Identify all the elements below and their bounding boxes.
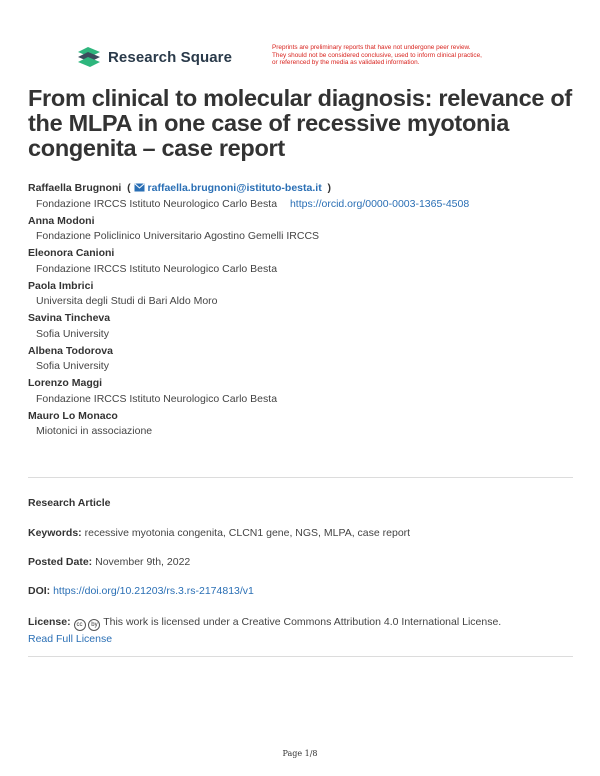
orcid-link[interactable]: https://orcid.org/0000-0003-1365-4508 (289, 197, 470, 210)
author-entry: Raffaella Brugnoni ( raffaella.brugnoni@istituto-besta.it ) Fondazione IRCCS Istituto Neurologico Carlo Besta https://orcid.org/0000-0003-1365-4508 (28, 182, 470, 210)
author-entry (28, 246, 573, 279)
author-affiliation: Sofia University (36, 327, 109, 340)
posted-date-label: Posted Date: (28, 556, 93, 568)
author-entry (28, 214, 573, 247)
author-entry (28, 311, 573, 344)
author-entry (28, 279, 573, 312)
keywords-label: Keywords: (28, 527, 82, 539)
preprint-notice (272, 44, 582, 67)
page-number: Page 1/8 (282, 749, 318, 758)
research-square-logo[interactable] (76, 46, 232, 68)
author-name: Anna Modoni (28, 214, 95, 227)
license-text: This work is licensed under a Creative Commons Attribution 4.0 International License. (103, 616, 502, 628)
author-affiliation: Fondazione Policlinico Universitario Agostino Gemelli IRCCS (36, 230, 320, 242)
author-affiliation: Miotonici in associazione (36, 425, 153, 437)
cc-by-icon: by (88, 619, 100, 631)
posted-date-value: November 9th, 2022 (95, 556, 191, 568)
article-type-label: Research Article (28, 497, 111, 509)
author-entry (28, 376, 573, 409)
license-row (28, 614, 573, 648)
paper-title: From clinical to molecular diagnosis: relevance of the MLPA in one case of recessive myotonia congenita – case report (28, 85, 572, 161)
notice-line: Preprints are preliminary reports that have not undergone peer review. (272, 44, 471, 51)
author-affiliation: Universita degli Studi di Bari Aldo Moro (36, 295, 218, 307)
keywords-row (28, 527, 573, 539)
license-label: License: (28, 616, 71, 628)
envelope-icon (134, 183, 145, 192)
brand-name: Research Square (108, 48, 233, 66)
posted-date-row (28, 556, 573, 568)
author-name: Mauro Lo Monaco (28, 409, 118, 422)
read-full-license-link[interactable]: Read Full License (28, 633, 113, 645)
cc-icon: cc (74, 619, 86, 631)
author-name: Paola Imbrici (28, 279, 94, 292)
author-name: Eleonora Canioni (28, 247, 115, 259)
author-list (28, 181, 573, 441)
notice-line: They should not be considered conclusive, used to inform clinical practice, (272, 51, 482, 59)
author-name: Lorenzo Maggi (28, 377, 103, 389)
doi-link[interactable]: https://doi.org/10.21203/rs.3.rs-2174813/v1 (53, 585, 254, 597)
article-type (28, 497, 573, 509)
divider (28, 656, 573, 657)
header (76, 44, 576, 78)
author-entry (28, 344, 573, 377)
author-affiliation: Fondazione IRCCS Istituto Neurologico Carlo Besta (36, 262, 278, 275)
keywords-value: recessive myotonia congenita, CLCN1 gene, NGS, MLPA, case report (84, 527, 411, 539)
author-name: Raffaella Brugnoni (28, 182, 122, 194)
doi-row (28, 585, 573, 597)
research-square-logo-icon (76, 46, 102, 68)
author-entry (28, 409, 573, 442)
author-affiliation: Sofia University (36, 360, 109, 372)
author-email-link[interactable]: raffaella.brugnoni@istituto-besta.it (147, 182, 322, 194)
notice-line: or referenced by the media as validated information. (272, 59, 420, 67)
author-affiliation: Fondazione IRCCS Istituto Neurologico Carlo Besta (36, 392, 278, 405)
doi-label: DOI: (28, 585, 51, 597)
author-affiliation: Fondazione IRCCS Istituto Neurologico Carlo Besta (36, 197, 278, 210)
author-name: Albena Todorova (28, 344, 113, 357)
author-name: Savina Tincheva (28, 312, 111, 324)
divider (28, 477, 573, 478)
